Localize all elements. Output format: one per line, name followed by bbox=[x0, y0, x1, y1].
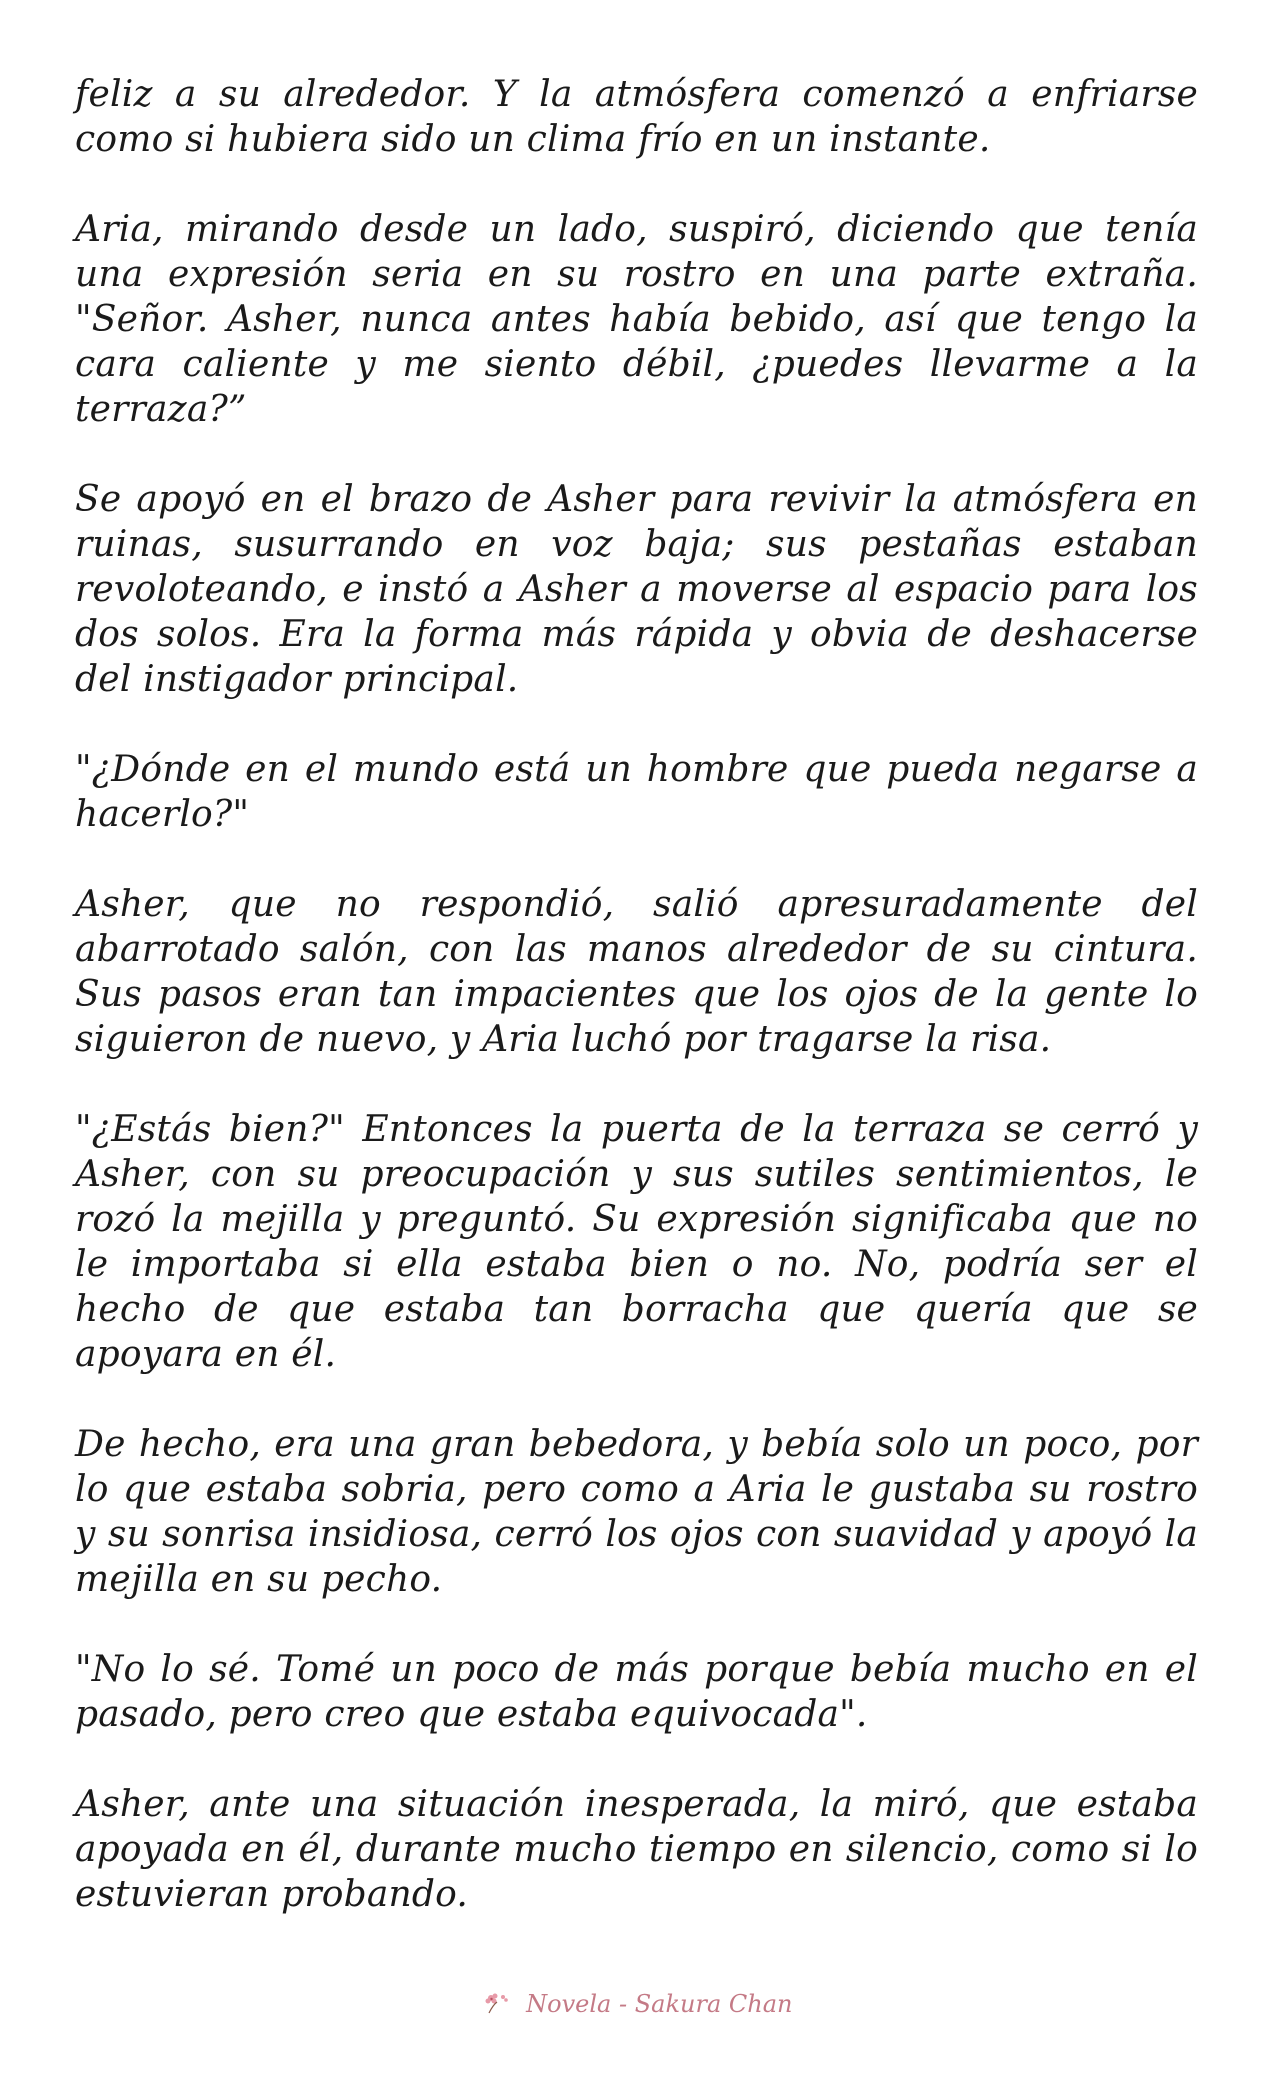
paragraph: Asher, ante una situación inesperada, la miró, que estaba apoyada en él, durante mucho tiempo en silencio, como si lo estuvieran probando. bbox=[75, 1784, 1198, 1915]
paragraph: Se apoyó en el brazo de Asher para revivir la atmósfera en ruinas, susurrando en voz baja; sus pestañas estaban revoloteando, e instó a Asher a moverse al espacio para los dos solos. Era la forma más rápida y obvia de deshacerse del instigador principal. bbox=[75, 479, 1198, 700]
paragraph: "¿Dónde en el mundo está un hombre que pueda negarse a hacerlo?" bbox=[75, 749, 1198, 835]
watermark-text: Novela - Sakura Chan bbox=[526, 1990, 793, 2018]
paragraph: Asher, que no respondió, salió apresuradamente del abarrotado salón, con las manos alrededor de su cintura. Sus pasos eran tan impacientes que los ojos de la gente lo siguieron de nuevo, y Aria luchó por tragarse la risa. bbox=[75, 884, 1198, 1060]
paragraph: Aria, mirando desde un lado, suspiró, diciendo que tenía una expresión seria en su rostro en una parte extraña. "Señor. Asher, nunca antes había bebido, así que tengo la cara caliente y me siento débil, ¿puedes llevarme a la terraza?” bbox=[75, 209, 1198, 430]
document-body bbox=[75, 72, 1198, 1962]
watermark-footer bbox=[0, 1990, 1275, 2018]
paragraph: feliz a su alrededor. Y la atmósfera comenzó a enfriarse como si hubiera sido un clima frío en un instante. bbox=[75, 74, 1198, 160]
sakura-flower-icon bbox=[483, 1991, 511, 2015]
paragraph: De hecho, era una gran bebedora, y bebía solo un poco, por lo que estaba sobria, pero como a Aria le gustaba su rostro y su sonrisa insidiosa, cerró los ojos con suavidad y apoyó la mejilla en su pecho. bbox=[75, 1424, 1198, 1600]
paragraph: "¿Estás bien?" Entonces la puerta de la terraza se cerró y Asher, con su preocupación y sus sutiles sentimientos, le rozó la mejilla y preguntó. Su expresión significaba que no le importaba si ella estaba bien o no. No, podría ser el hecho de que estaba tan borracha que quería que se apoyara en él. bbox=[75, 1109, 1198, 1375]
paragraph: "No lo sé. Tomé un poco de más porque bebía mucho en el pasado, pero creo que estaba equivocada". bbox=[75, 1649, 1198, 1735]
